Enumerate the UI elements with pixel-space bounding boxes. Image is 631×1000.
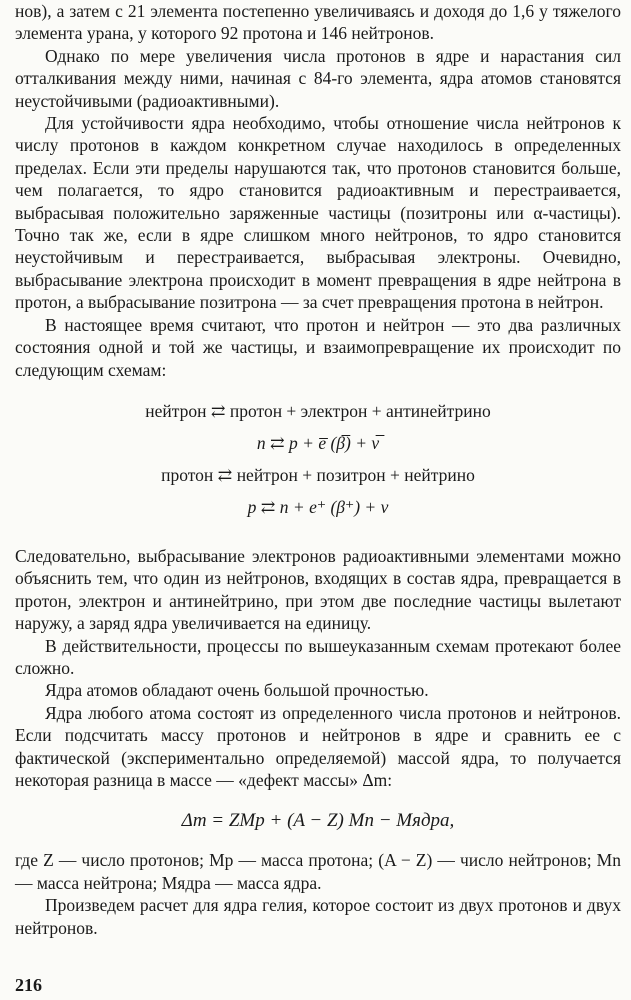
equation-neutron-words: нейтрон ⇄ протон + электрон + антинейтрино [145,400,491,421]
page-number: 216 [15,975,42,995]
paragraph-8: Ядра любого атома состоят из определенного числа протонов и нейтронов. Если подсчитать массу протонов и нейтронов в ядре и сравнить ее с фактической (экспериментально определяемой) массой ядра, то получается некоторая разница в массе — «дефект массы» Δm: [15,702,621,790]
paragraph-6: В действительности, процессы по вышеуказанным схемам протекают более сложно. [15,635,621,678]
transformation-schemes [15,395,621,523]
paragraph-4: В настоящее время считают, что протон и нейтрон — это два различных состояния одной и той же частицы, и взаимопревращение их происходит по следующим схемам: [15,314,621,380]
paragraph-9: где Z — число протонов; Mp — масса протона; (A − Z) — число нейтронов; Mn — масса нейтрона; Mядра — масса ядра. [15,850,621,893]
paragraph-7: Ядра атомов обладают очень большой прочностью. [45,680,429,701]
paragraph-3: Для устойчивости ядра необходимо, чтобы отношение числа нейтронов к числу протонов в каждом конкретном случае находилось в определенных пределах. Если эти пределы нарушаются так, что протонов становится больше, чем полагается, то ядро становится радиоактивным и перестраивается, выбрасывая положительно заряженные частицы (позитроны или α-частицы). Точно так же, если в ядре слишком много нейтронов, то ядро становится неустойчивым и перестраивается, выбрасывая электроны. Очевидно, выбрасывание электрона происходит в момент превращения в ядре нейтрона в протон, а выбрасывание позитрона — за счет превращения протона в нейтрон. [15,113,621,313]
page-text [15,0,621,939]
paragraph-10: Произведем расчет для ядра гелия, которое состоит из двух протонов и двух нейтронов. [15,895,621,938]
equation-proton-symbols: p ⇄ n + e⁺ (β⁺) + ν [247,496,389,517]
mass-defect-formula: Δm = ZMp + (A − Z) Mn − Mядра, [181,810,455,832]
equation-neutron-symbols: n ⇄ p + e̅ (β̅) + ν̅ [256,432,380,453]
paragraph-1: нов), а затем с 21 элемента постепенно увеличиваясь и доходя до 1,6 у тяжелого элемента урана, у которого 92 протона и 146 нейтронов. [15,1,621,44]
paragraph-2: Однако по мере увеличения числа протонов в ядре и нарастания сил отталкивания между ними, начиная с 84-го элемента, ядра атомов становятся неустойчивыми (радиоактивными). [15,45,621,111]
equation-proton-words: протон ⇄ нейтрон + позитрон + нейтрино [161,464,475,485]
paragraph-5: Следовательно, выбрасывание электронов радиоактивными элементами можно объяснить тем, что один из нейтронов, входящих в состав ядра, превращается в протон, электрон и антинейтрино, при этом две последние частицы вылетают наружу, а заряд ядра увеличивается на единицу. [15,545,621,634]
